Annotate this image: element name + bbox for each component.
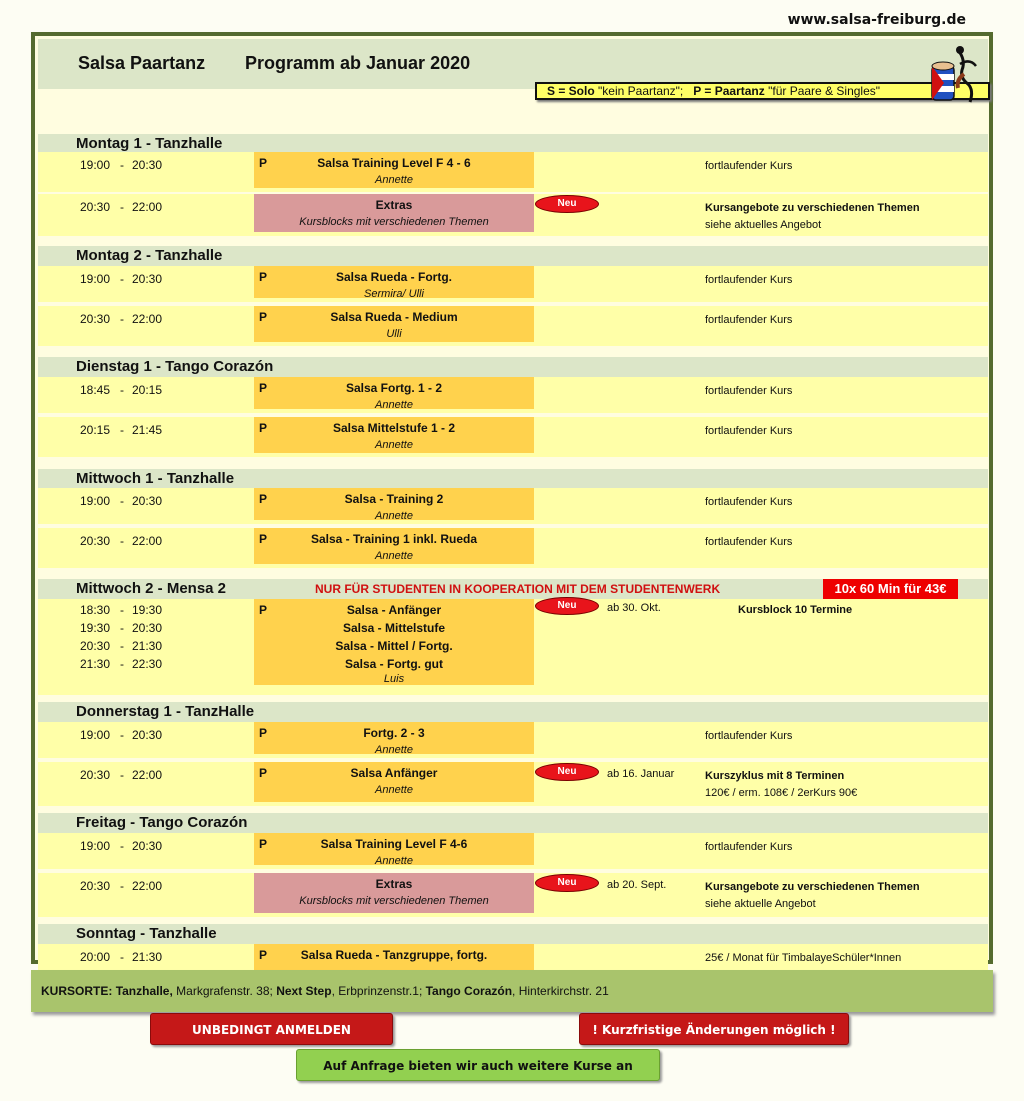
- course-name: Extras: [375, 198, 413, 212]
- course-info: [705, 534, 792, 551]
- schedule-row: [38, 377, 988, 413]
- course-cell[interactable]: [254, 833, 534, 865]
- location-tanzhalle-address: Markgrafenstr. 38;: [172, 984, 277, 998]
- course-teacher: Annette: [375, 399, 413, 411]
- info-line-1: fortlaufender Kurs: [705, 160, 793, 172]
- course-info: [705, 879, 920, 913]
- program-title: Programm ab Januar 2020: [245, 53, 471, 73]
- course-type: P: [259, 381, 268, 395]
- more-courses-button[interactable]: Auf Anfrage bieten wir auch weitere Kurse an: [296, 1049, 660, 1081]
- end-time: 20:30: [132, 728, 163, 742]
- course-info: [705, 383, 792, 400]
- course-name: Salsa - Fortg. gut: [344, 657, 443, 671]
- info-line-1: fortlaufender Kurs: [705, 730, 793, 742]
- course-info: [705, 728, 792, 745]
- info-line-1: fortlaufender Kurs: [705, 425, 793, 437]
- end-time: 22:00: [132, 879, 163, 893]
- time-dash: -: [120, 272, 124, 286]
- info-line-1: Kursangebote zu verschiedenen Themen: [705, 881, 920, 893]
- end-time: 22:00: [132, 534, 163, 548]
- info-line-2: siehe aktuelle Angebot: [705, 898, 816, 910]
- time-dash: -: [120, 200, 124, 214]
- course-info: [705, 200, 920, 234]
- end-time: 20:30: [132, 494, 163, 508]
- day-header: Mittwoch 1 - Tanzhalle: [38, 469, 988, 489]
- course-type: P: [259, 532, 268, 546]
- course-name: Fortg. 2 - 3: [363, 726, 425, 740]
- day-header: Dienstag 1 - Tango Corazón: [38, 357, 988, 377]
- course-type: P: [259, 603, 268, 617]
- info-line-1: Kurszyklus mit 8 Terminen: [705, 770, 845, 782]
- start-time: 19:00: [80, 494, 111, 508]
- course-type: P: [259, 766, 268, 780]
- schedule-row: [38, 528, 988, 568]
- course-info: Kursblock 10 Termine: [738, 604, 853, 616]
- course-cell[interactable]: [254, 266, 534, 298]
- start-time: 18:30: [80, 603, 111, 617]
- schedule-row: [38, 417, 988, 457]
- price-badge: 10x 60 Min für 43€: [823, 579, 958, 599]
- end-time: 20:30: [132, 839, 163, 853]
- course-type: P: [259, 948, 268, 962]
- new-badge: Neu: [535, 195, 599, 213]
- day-header: Montag 2 - Tanzhalle: [38, 246, 988, 266]
- course-cell[interactable]: [254, 306, 534, 342]
- course-teacher: Annette: [375, 550, 413, 562]
- schedule-row: [38, 599, 988, 695]
- legend-paar-desc: "für Paare & Singles": [768, 84, 881, 98]
- time-dash: -: [120, 494, 124, 508]
- start-time: 20:30: [80, 534, 111, 548]
- schedule-row: [38, 762, 988, 806]
- course-type: P: [259, 421, 268, 435]
- schedule-row: [38, 306, 988, 346]
- course-name: Salsa Training Level F 4-6: [320, 837, 468, 851]
- start-time: 21:30: [80, 657, 111, 671]
- end-time: 19:30: [132, 603, 163, 617]
- schedule-row: [38, 194, 988, 236]
- time-dash: -: [120, 950, 124, 964]
- course-teacher: Kursblocks mit verschiedenen Themen: [299, 895, 489, 907]
- start-time: 19:00: [80, 839, 111, 853]
- course-name: Salsa - Training 2: [344, 492, 444, 506]
- start-time: 20:30: [80, 200, 111, 214]
- page-title: Salsa Paartanz: [78, 53, 206, 73]
- course-name: Salsa - Training 1 inkl. Rueda: [310, 532, 478, 546]
- start-date: ab 20. Sept.: [607, 879, 667, 891]
- day-header: Freitag - Tango Corazón: [38, 813, 988, 833]
- location-tango-corazon-address: , Hinterkirchstr. 21: [512, 984, 609, 998]
- course-name: Salsa Fortg. 1 - 2: [345, 381, 443, 395]
- course-type: P: [259, 837, 268, 851]
- course-name: Salsa Anfänger: [350, 766, 438, 780]
- course-teacher: Annette: [375, 784, 413, 796]
- start-time: 20:30: [80, 768, 111, 782]
- location-tango-corazon: Tango Corazón: [425, 984, 513, 998]
- start-date: ab 16. Januar: [607, 768, 675, 780]
- course-type: P: [259, 156, 268, 170]
- end-time: 21:30: [132, 950, 163, 964]
- course-cell[interactable]: [254, 377, 534, 409]
- student-only-note: NUR FÜR STUDENTEN IN KOOPERATION MIT DEM STUDENTENWERK: [315, 582, 721, 596]
- start-time: 20:00: [80, 950, 111, 964]
- schedule-row: [38, 488, 988, 524]
- time-dash: -: [120, 621, 124, 635]
- course-name: Salsa Rueda - Medium: [330, 310, 458, 324]
- time-dash: -: [120, 657, 124, 671]
- course-cell[interactable]: [254, 873, 534, 913]
- time-dash: -: [120, 768, 124, 782]
- time-dash: -: [120, 639, 124, 653]
- course-name: Salsa - Mittelstufe: [342, 621, 446, 635]
- course-type: P: [259, 726, 268, 740]
- start-time: 19:00: [80, 728, 111, 742]
- info-line-1: 25€ / Monat für TimbalayeSchüler*Innen: [705, 952, 902, 964]
- end-time: 20:15: [132, 383, 163, 397]
- course-info: [705, 494, 792, 511]
- course-cell[interactable]: [254, 152, 534, 188]
- new-badge: Neu: [535, 874, 599, 892]
- time-dash: -: [120, 534, 124, 548]
- schedule-row: [38, 152, 988, 192]
- course-cell[interactable]: [254, 417, 534, 453]
- time-dash: -: [120, 839, 124, 853]
- day-header: Mittwoch 2 - Mensa 2: [38, 579, 988, 599]
- course-name: Salsa - Mittel / Fortg.: [335, 639, 453, 653]
- course-teacher: Ulli: [386, 328, 402, 340]
- schedule-row: [38, 873, 988, 917]
- start-time: 19:30: [80, 621, 111, 635]
- course-info: [705, 272, 792, 289]
- course-name: Salsa Mittelstufe 1 - 2: [332, 421, 456, 435]
- course-teacher: Annette: [375, 510, 413, 522]
- course-name: Salsa Training Level F 4 - 6: [317, 156, 471, 170]
- course-locations: [31, 970, 993, 1012]
- end-time: 22:00: [132, 200, 163, 214]
- start-time: 20:30: [80, 312, 111, 326]
- register-button[interactable]: UNBEDINGT ANMELDEN: [150, 1013, 393, 1045]
- new-badge: Neu: [535, 763, 599, 781]
- course-teacher: Sermira/ Ulli: [364, 288, 424, 300]
- course-type: P: [259, 310, 268, 324]
- legend-solo-key: S = Solo: [547, 84, 595, 98]
- info-line-2: siehe aktuelles Angebot: [705, 219, 822, 231]
- time-dash: -: [120, 879, 124, 893]
- time-dash: -: [120, 423, 124, 437]
- dancer-drum-logo-icon: [920, 44, 980, 106]
- course-teacher: Annette: [375, 855, 413, 867]
- time-dash: -: [120, 312, 124, 326]
- course-name: Salsa - Anfänger: [346, 603, 442, 617]
- end-time: 21:30: [132, 639, 163, 653]
- course-cell[interactable]: [254, 762, 534, 802]
- course-teacher: Annette: [375, 439, 413, 451]
- end-time: 22:30: [132, 657, 163, 671]
- info-line-1: fortlaufender Kurs: [705, 841, 793, 853]
- course-name: Salsa Rueda - Tanzgruppe, fortg.: [300, 948, 488, 962]
- start-time: 20:30: [80, 879, 111, 893]
- time-dash: -: [120, 603, 124, 617]
- end-time: 20:30: [132, 621, 163, 635]
- info-line-1: fortlaufender Kurs: [705, 314, 793, 326]
- course-cell[interactable]: [254, 599, 534, 685]
- course-info: [705, 423, 792, 440]
- end-time: 20:30: [132, 272, 163, 286]
- schedule-row: [38, 833, 988, 869]
- course-type: P: [259, 270, 268, 284]
- course-cell[interactable]: [254, 194, 534, 232]
- course-teacher: Annette: [375, 744, 413, 756]
- end-time: 21:45: [132, 423, 163, 437]
- course-info: [705, 158, 792, 175]
- info-line-1: Kursangebote zu verschiedenen Themen: [705, 202, 920, 214]
- course-name: Extras: [375, 877, 413, 891]
- course-type: P: [259, 492, 268, 506]
- legend-solo-desc: "kein Paartanz";: [598, 84, 684, 98]
- course-cell[interactable]: [254, 722, 534, 754]
- course-cell[interactable]: [254, 528, 534, 564]
- time-dash: -: [120, 728, 124, 742]
- course-cell[interactable]: [254, 488, 534, 520]
- locations-label: KURSORTE:: [41, 984, 113, 998]
- info-line-1: fortlaufender Kurs: [705, 385, 793, 397]
- schedule-frame: [31, 32, 993, 964]
- info-line-2: 120€ / erm. 108€ / 2erKurs 90€: [705, 787, 858, 799]
- start-time: 19:00: [80, 158, 111, 172]
- time-dash: -: [120, 383, 124, 397]
- info-line-1: fortlaufender Kurs: [705, 496, 793, 508]
- legend-paar-key: P = Paartanz: [693, 84, 765, 98]
- end-time: 22:00: [132, 312, 163, 326]
- schedule-row: [38, 722, 988, 758]
- new-badge: Neu: [535, 597, 599, 615]
- start-time: 18:45: [80, 383, 111, 397]
- info-line-1: fortlaufender Kurs: [705, 536, 793, 548]
- start-time: 20:15: [80, 423, 111, 437]
- schedule-row: [38, 266, 988, 302]
- course-info: [705, 768, 857, 802]
- end-time: 20:30: [132, 158, 163, 172]
- course-teacher: Annette: [375, 174, 413, 186]
- location-tanzhalle: Tanzhalle,: [115, 984, 173, 998]
- course-teacher: Luis: [383, 673, 405, 685]
- day-header: Donnerstag 1 - TanzHalle: [38, 702, 988, 722]
- time-dash: -: [120, 158, 124, 172]
- day-header: Montag 1 - Tanzhalle: [38, 134, 988, 154]
- start-time: 20:30: [80, 639, 111, 653]
- course-teacher: Kursblocks mit verschiedenen Themen: [299, 216, 489, 228]
- course-info: [705, 312, 792, 329]
- changes-notice-button[interactable]: ! Kurzfristige Änderungen möglich !: [579, 1013, 849, 1045]
- end-time: 22:00: [132, 768, 163, 782]
- location-next-step: Next Step: [276, 984, 332, 998]
- start-date: ab 30. Okt.: [607, 602, 661, 614]
- day-header: Sonntag - Tanzhalle: [38, 924, 988, 944]
- start-time: 19:00: [80, 272, 111, 286]
- course-name: Salsa Rueda - Fortg.: [335, 270, 453, 284]
- course-info: [705, 839, 792, 856]
- info-line-1: fortlaufender Kurs: [705, 274, 793, 286]
- website-url[interactable]: www.salsa-freiburg.de: [787, 12, 966, 28]
- location-next-step-address: , Erbprinzenstr.1;: [331, 984, 426, 998]
